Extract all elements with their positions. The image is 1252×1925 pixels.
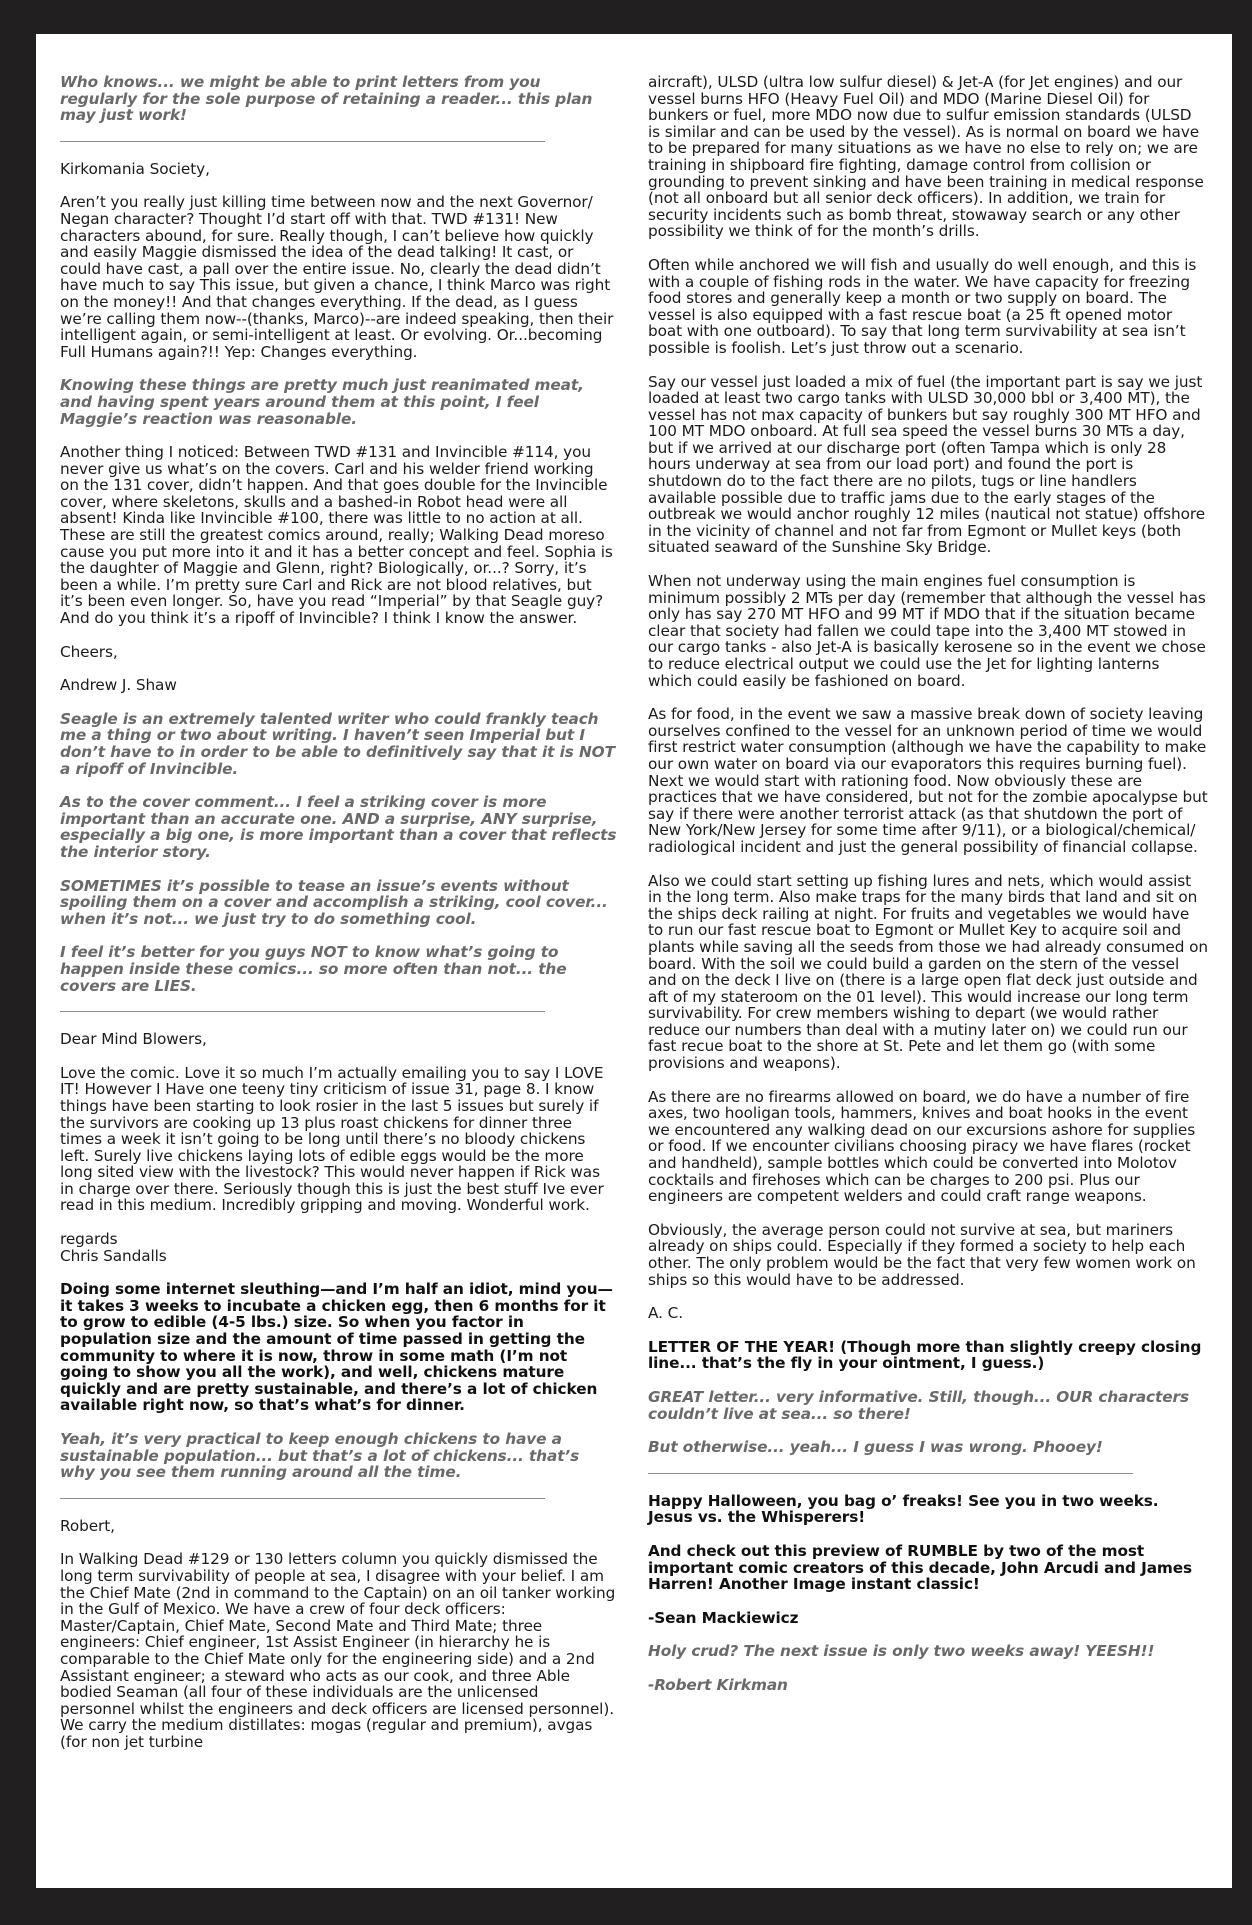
letter-paragraph: aircraft), ULSD (ultra low sulfur diesel) & Jet-A (for Jet engines) and our vessel burns HFO (Heavy Fuel Oil) and MDO (Marine Diesel Oil) for bunkers or fuel, more MDO now due to sulfur emission standards (ULSD is similar and can be used by the vessel). As is normal on board we have to be prepared for many situations as we have no else to rely on; we are training in shipboard fire fighting, damage control from collision or grounding to prevent sinking and have been training in medical response (not all onboard but all senior deck officers). In addition, we train for security incidents such as bomb threat, stowaway search or any other possibility we think of for the month’s drills.: [648, 73, 1204, 241]
editor-reply-paragraph: Seagle is an extremely talented writer who could frankly teach me a thing or two about writing. I haven’t seen Imperial but I don’t have to in order to be able to definitively say that it is NOT a ripoff of Invincible.: [60, 709, 615, 778]
letter-paragraph: Cheers,: [60, 642, 118, 661]
editor-bold-paragraph: And check out this preview of RUMBLE by two of the most important comic creators of this decade, John Arcudi and James Harren! Another Image instant classic!: [648, 1541, 1193, 1594]
section-divider: [60, 1011, 545, 1012]
letter-paragraph: A. C.: [648, 1304, 683, 1323]
editor-bold-paragraph: Happy Halloween, you bag o’ freaks! See you in two weeks. Jesus vs. the Whisperers!: [648, 1491, 1159, 1527]
editor-reply-paragraph: I feel it’s better for you guys NOT to know what’s going to happen inside these comics... so more often than not... the covers are LIES.: [60, 943, 567, 995]
editor-reply-paragraph: -Robert Kirkman: [648, 1675, 788, 1694]
letter-paragraph: As there are no firearms allowed on board, we do have a number of fire axes, two hooligan tools, hammers, knives and boat hooks in the event we encountered any walking dead on our excursions ashore for supplies or food. If we encounter civilians choosing piracy we have flares (rocket and handheld), sample bottles which could be converted into Molotov cocktails and firehoses which can be charges to 200 psi. Plus our engineers are competent welders and could craft range weapons.: [648, 1087, 1196, 1206]
letter-paragraph: Often while anchored we will fish and usually do well enough, and this is with a couple of fishing rods in the water. We have capacity for freezing food stores and generally keep a month or two supply on board. The vessel is also equipped with a fast rescue boat (a 25 ft opened motor boat with one outboard). To say that long term survivability at sea isn’t possible is foolish. Let’s just throw out a scenario.: [648, 255, 1197, 357]
letter-paragraph: Say our vessel just loaded a mix of fuel (the important part is say we just loaded at least two cargo tanks with ULSD 30,000 bbl or 3,400 MT), the vessel has not max capacity of bunkers but say roughly 300 MT HFO and 100 MT MDO onboard. At full sea speed the vessel burns 30 MTs a day, but if we arrived at our discharge port (often Tampa which is only 28 hours underway at sea from our load port) and found the port is shutdown do to the fact there are no pilots, tugs or line handlers available possible due to traffic jams due to the early stages of the outbreak we would anchor roughly 12 miles (nautical not statue) offshore in the vicinity of channel and not far from Egmont or Mullet keys (both situated seaward of the Sunshine Sky Bridge.: [648, 372, 1206, 557]
letter-paragraph: Aren’t you really just killing time between now and the next Governor/ Negan character? Thought I’d start off with that. TWD #131! New characters abound, for sure. Really though, I can’t believe how quickly and easily Maggie dismissed the idea of the dead talking! It cast, or could have cast, a pall over the entire issue. No, clearly the dead didn’t have much to say This issue, but given a chance, I think Marco was right on the money!! And that changes everything. If the dead, as I guess we’re calling them now--(thanks, Marco)--are indeed speaking, then their intelligent again, or semi-intelligent at least. Or evolving. Or...becoming Full Humans again?!! Yep: Changes everything.: [60, 193, 614, 361]
right-column: [648, 74, 1208, 1711]
editor-reply-paragraph: Yeah, it’s very practical to keep enough chickens to have a sustainable population... but that’s a lot of chickens... that’s why you see them running around all the time.: [60, 1430, 580, 1482]
letter-paragraph: regards: [60, 1230, 118, 1249]
letter-paragraph: When not underway using the main engines fuel consumption is minimum possibly 2 MTs per day (remember that although the vessel has only has say 270 MT HFO and 99 MT if MDO that if the situation became clear that society had fallen we could tape into the 3,400 MT stowed in our cargo tanks - also Jet-A is basically kerosene so in the event we chose to reduce electrical output we could use the Jet for lighting lanterns which could easily be fashioned on board.: [648, 572, 1206, 690]
letter-paragraph: Kirkomania Society,: [60, 159, 210, 178]
left-column: [60, 74, 617, 1768]
letter-paragraph: Obviously, the average person could not survive at sea, but mariners already on ships could. Especially if they formed a society to help each other. The only problem would be the fact that very few women work on ships so this would have to be addressed.: [648, 1220, 1196, 1289]
editor-reply-paragraph: As to the cover comment... I feel a striking cover is more important than an accurate one. AND a surprise, ANY surprise, especially a big one, is more important than a cover that reflects the interior story.: [60, 793, 617, 861]
letters-page: [36, 34, 1232, 1888]
editor-reply-paragraph: GREAT letter... very informative. Still, though... OUR characters couldn’t live at sea... so there!: [648, 1387, 1189, 1423]
editor-bold-paragraph: LETTER OF THE YEAR! (Though more than slightly creepy closing line... that’s the fly in your ointment, I guess.): [648, 1337, 1202, 1373]
editor-reply-paragraph: Knowing these things are pretty much just reanimated meat, and having spent years around them at this point, I feel Maggie’s reaction was reasonable.: [60, 376, 584, 428]
letter-paragraph: Andrew J. Shaw: [60, 676, 177, 695]
letter-paragraph: As for food, in the event we saw a massive break down of society leaving ourselves confined to the vessel for an unknown period of time we would first restrict water consumption (although we have the capability to make our own water on board via our evaporators this requires burning fuel). Next we would start with rationing food. Now obviously these are practices that we have considered, but not for the zombie apocalypse but say if there were another terrorist attack (as that shutdown the port of New York/New Jersey for some time after 9/11), or a biological/chemical/ radiological incident and just the general possibility of financial collapse.: [648, 705, 1208, 856]
letter-paragraph: Love the comic. Love it so much I’m actually emailing you to say I LOVE IT! However I Have one teeny tiny criticism of issue 31, page 8. I know things have been starting to look rosier in the last 5 issues but surely if the survivors are cooking up 13 plus roast chickens for dinner three times a week it isn’t going to be long until there’s no bloody chickens left. Surely live chickens laying lots of edible eggs would be the more long sited view with the livestock? This would never happen if Rick was in charge over there. Seriously though this is just the best stuff Ive ever read in this medium. Incredibly gripping and moving. Wonderful work.: [60, 1063, 604, 1215]
section-divider: [60, 141, 545, 142]
section-divider: [60, 1498, 545, 1499]
editor-reply-paragraph: Holy crud? The next issue is only two weeks away! YEESH!!: [648, 1642, 1155, 1661]
letter-paragraph: Dear Mind Blowers,: [60, 1030, 207, 1049]
editor-bold-paragraph: -Sean Mackiewicz: [648, 1608, 799, 1627]
letter-paragraph: Another thing I noticed: Between TWD #131 and Invincible #114, you never give us what’s on the covers. Carl and his welder friend working on the 131 cover, didn’t happen. And that goes double for the Invincible cover, where skeletons, skulls and a bashed-in Robot head were all absent! Kinda like Invincible #100, there was little to no action at all. These are still the greatest comics around, really; Walking Dead moreso cause you put more into it and it has a better concept and feel. Sophia is the daughter of Maggie and Glenn, right? Biologically, or...? Sorry, it’s been a while. I’m pretty sure Carl and Rick are not blood relatives, but it’s been even longer. So, have you read “Imperial” by that Seagle guy? And do you think it’s a ripoff of Invincible? I think I know the answer.: [60, 443, 613, 628]
editor-bold-paragraph: Doing some internet sleuthing—and I’m half an idiot, mind you—it takes 3 weeks to incubate a chicken egg, then 6 months for it to grow to edible (4-5 lbs.) size. So when you factor in population size and the amount of time passed in getting the community to where it is now, throw in some math (I’m not going to show you all the work), and well, chickens mature quickly and are pretty sustainable, and there’s a lot of chicken available right now, so that’s what’s for dinner.: [60, 1280, 613, 1415]
letter-paragraph: In Walking Dead #129 or 130 letters column you quickly dismissed the long term survivability of people at sea, I disagree with your belief. I am the Chief Mate (2nd in command to the Captain) on an oil tanker working in the Gulf of Mexico. We have a crew of four deck officers: Master/Captain, Chief Mate, Second Mate and Third Mate; three engineers: Chief engineer, 1st Assist Engineer (in hierarchy he is comparable to the Chief Mate only for the engineering side) and a 2nd Assistant engineer; a steward who acts as our cook, and three Able bodied Seaman (all four of these individuals are the unlicensed personnel whilst the engineers and deck officers are licensed personnel). We carry the medium distillates: mogas (regular and premium), avgas (for non jet turbine: [60, 1550, 616, 1751]
letter-paragraph: Chris Sandalls: [60, 1246, 167, 1265]
editor-reply-paragraph: Who knows... we might be able to print letters from you regularly for the sole purpose of retaining a reader... this plan may just work!: [60, 73, 593, 125]
section-divider: [648, 1473, 1133, 1474]
editor-reply-paragraph: SOMETIMES it’s possible to tease an issue’s events without spoiling them on a cover and accomplish a striking, cool cover... when it’s not... we just try to do something cool.: [60, 876, 608, 928]
editor-reply-paragraph: But otherwise... yeah... I guess I was wrong. Phooey!: [648, 1438, 1103, 1457]
letter-paragraph: Robert,: [60, 1516, 115, 1535]
letter-paragraph: Also we could start setting up fishing lures and nets, which would assist in the long term. Also make traps for the many birds that land and sit on the ships deck railing at night. For fruits and vegetables we would have to run our fast rescue boat to Egmont or Mullet Key to acquire soil and plants while saving all the seeds from those we had already consumed on board. With the soil we could build a garden on the stern of the vessel and on the deck I live on (there is a large open flat deck just outside and aft of my stateroom on the 01 level). This would increase our long term survivability. For crew members wishing to depart (we would rather reduce our numbers than deal with a mutiny later on) we could run our fast recue boat to the shore at St. Pete and let them go (with some provisions and weapons).: [648, 871, 1208, 1073]
